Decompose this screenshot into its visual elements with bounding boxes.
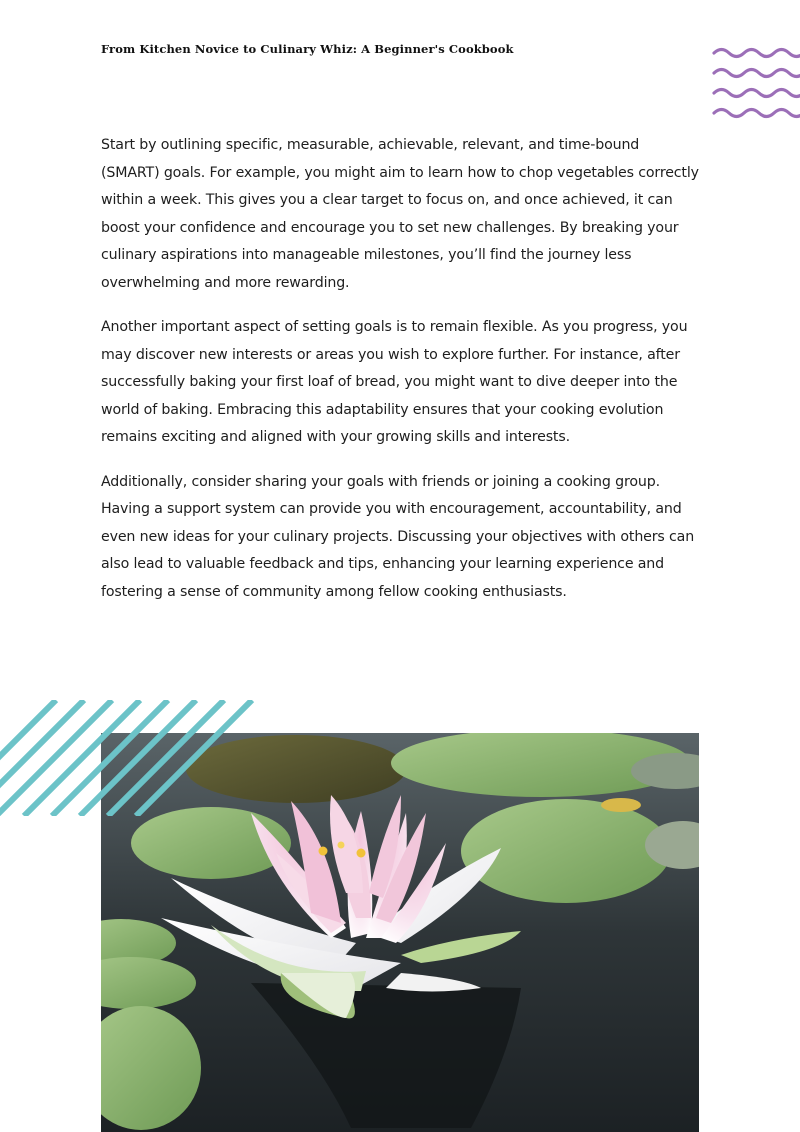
header-title: From Kitchen Novice to Culinary Whiz: A Beginner's Cookbook (101, 42, 514, 56)
body-text (101, 132, 701, 623)
wave-decoration (712, 44, 800, 122)
paragraph: Another important aspect of setting goals is to remain flexible. As you progress, you may discover new interests or areas you wish to explore further. For instance, after successfully baking your first loaf of bread, you might want to dive deeper into the world of baking. Embracing this adaptability ensures that your cooking evolution remains exciting and aligned with your growing skills and interests. (101, 319, 688, 445)
paragraph: Start by outlining specific, measurable, achievable, relevant, and time-bound (SMART) goals. For example, you might aim to learn how to chop vegetables correctly within a week. This gives you a clear target to focus on, and once achieved, it can boost your confidence and encourage you to set new challenges. By breaking your culinary aspirations into manageable milestones, you’ll find the journey less overwhelming and more rewarding. (101, 137, 699, 291)
diagonal-stripes-decoration (0, 700, 260, 816)
paragraph: Additionally, consider sharing your goals with friends or joining a cooking group. Having a support system can provide you with encouragement, accountability, and even new ideas for your culinary projects. Discussing your objectives with others can also lead to valuable feedback and tips, enhancing your learning experience and fostering a sense of community among fellow cooking enthusiasts. (101, 473, 695, 600)
